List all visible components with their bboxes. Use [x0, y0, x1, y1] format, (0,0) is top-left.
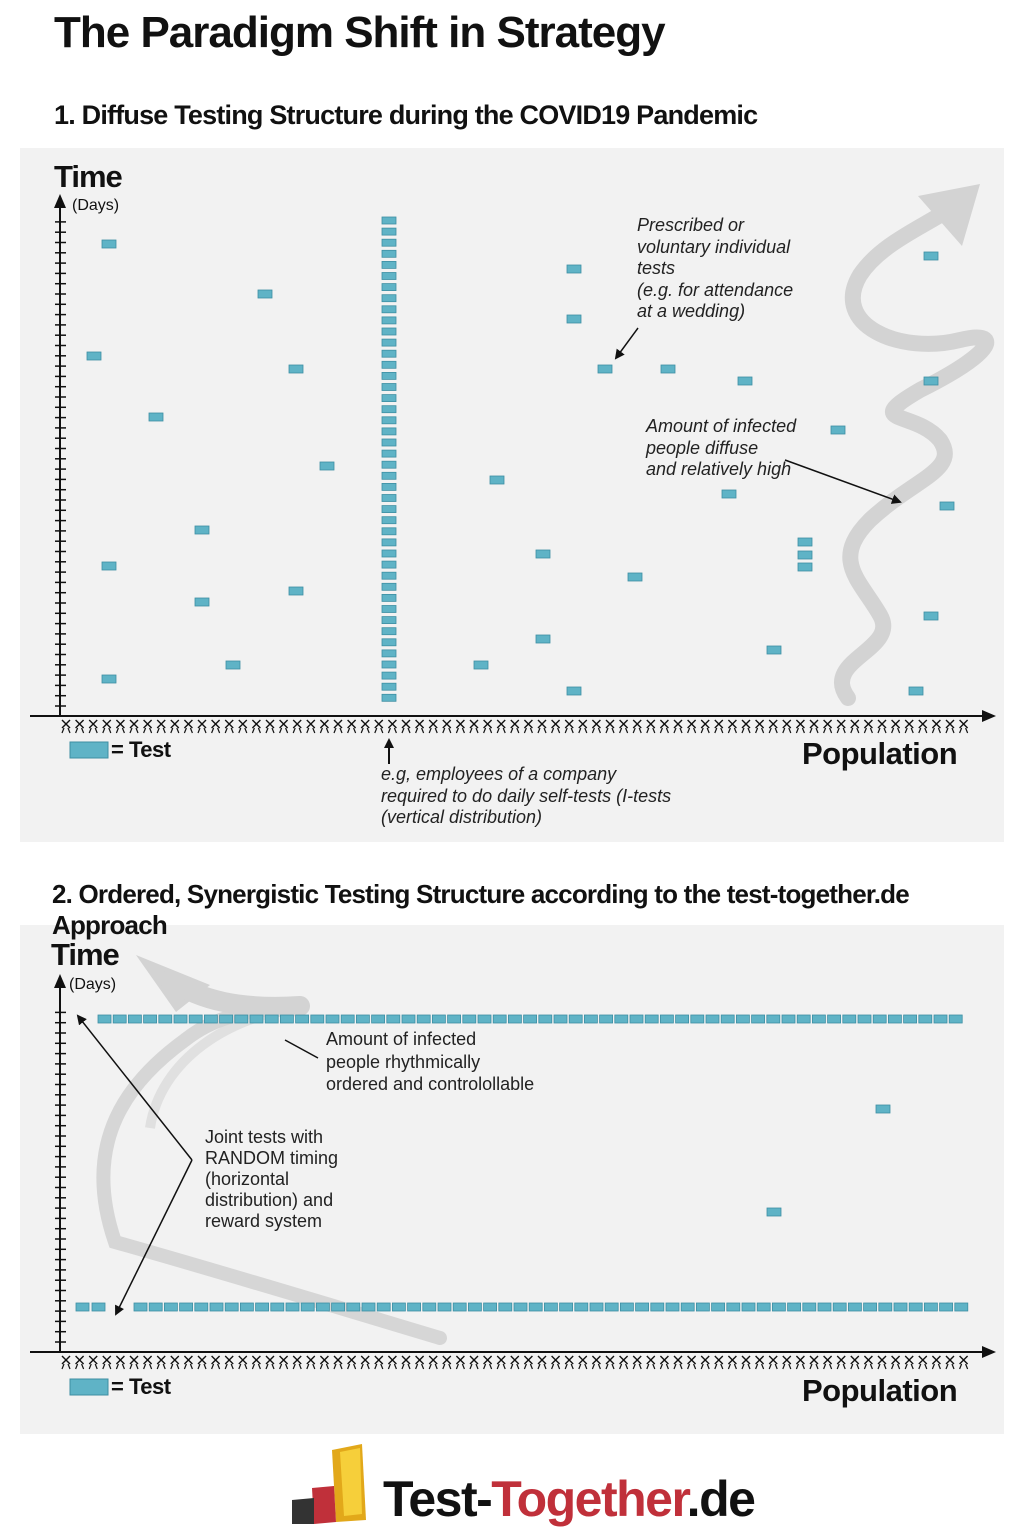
test-marker — [382, 639, 396, 646]
test-marker — [149, 1303, 162, 1311]
test-marker — [615, 1015, 628, 1023]
person-figure — [171, 720, 179, 733]
test-marker — [567, 687, 581, 695]
person-figure — [76, 720, 84, 733]
test-marker — [195, 598, 209, 606]
test-marker — [382, 539, 396, 546]
test-marker — [382, 417, 396, 424]
test-marker — [289, 365, 303, 373]
test-marker — [382, 372, 396, 379]
test-marker — [833, 1303, 846, 1311]
test-marker — [803, 1303, 816, 1311]
test-marker — [408, 1303, 421, 1311]
person-figure — [280, 720, 288, 733]
person-figure — [932, 720, 940, 733]
test-marker — [529, 1303, 542, 1311]
test-marker — [382, 661, 396, 668]
test-marker — [296, 1015, 309, 1023]
test-marker — [382, 306, 396, 313]
test-marker — [240, 1303, 253, 1311]
test-marker — [722, 490, 736, 498]
test-marker — [691, 1015, 704, 1023]
test-marker — [767, 1015, 780, 1023]
person-figure — [266, 720, 274, 733]
test-marker — [382, 617, 396, 624]
person-figure — [960, 720, 968, 733]
person-figure — [715, 720, 723, 733]
test-marker — [382, 239, 396, 246]
test-marker — [567, 315, 581, 323]
test-marker — [301, 1303, 314, 1311]
test-marker — [514, 1303, 527, 1311]
test-marker — [888, 1015, 901, 1023]
test-marker — [676, 1015, 689, 1023]
person-figure — [592, 720, 600, 733]
test-marker — [499, 1303, 512, 1311]
test-marker — [742, 1303, 755, 1311]
test-marker — [382, 517, 396, 524]
test-marker — [382, 461, 396, 468]
employees-annotation: e.g, employees of a company required to do daily self-tests (I-tests (vertical distribution) — [381, 764, 672, 828]
test-marker — [332, 1303, 345, 1311]
person-figure — [416, 720, 424, 733]
person-figure — [198, 720, 206, 733]
test-marker — [382, 528, 396, 535]
test-marker — [382, 650, 396, 657]
person-figure — [239, 720, 247, 733]
test-marker — [92, 1303, 105, 1311]
test-marker — [924, 612, 938, 620]
test-marker — [544, 1303, 557, 1311]
test-marker — [873, 1015, 886, 1023]
test-marker — [955, 1303, 968, 1311]
test-marker — [204, 1015, 217, 1023]
section1-y-axis-label: Time — [54, 159, 122, 194]
section2-legend-label: = Test — [111, 1374, 171, 1399]
test-marker — [382, 583, 396, 590]
test-marker — [210, 1303, 223, 1311]
test-marker — [812, 1015, 825, 1023]
test-marker — [382, 495, 396, 502]
person-figure — [252, 720, 260, 733]
test-marker — [356, 1015, 369, 1023]
section1-y-axis — [54, 194, 66, 716]
test-marker — [195, 1303, 208, 1311]
test-marker — [560, 1303, 573, 1311]
test-marker — [87, 352, 101, 360]
test-marker — [660, 1015, 673, 1023]
person-figure — [429, 720, 437, 733]
test-marker — [924, 1303, 937, 1311]
test-marker — [320, 462, 334, 470]
section1-legend-label: = Test — [111, 737, 171, 762]
test-marker — [144, 1015, 157, 1023]
person-figure — [742, 720, 750, 733]
test-marker — [382, 295, 396, 302]
test-marker — [949, 1015, 962, 1023]
test-marker — [879, 1303, 892, 1311]
test-marker — [864, 1303, 877, 1311]
person-figure — [769, 720, 777, 733]
test-marker — [575, 1303, 588, 1311]
test-marker — [316, 1303, 329, 1311]
individual-tests-pointer — [616, 328, 638, 358]
test-marker — [721, 1015, 734, 1023]
person-figure — [388, 720, 396, 733]
test-marker — [402, 1015, 415, 1023]
individual-tests-annotation: Prescribed or voluntary individual tests (e.g. for attendance at a wedding) — [637, 215, 794, 322]
test-marker — [382, 339, 396, 346]
person-figure — [606, 720, 614, 733]
test-marker — [468, 1303, 481, 1311]
test-marker — [600, 1015, 613, 1023]
person-figure — [157, 720, 165, 733]
test-marker — [382, 472, 396, 479]
person-figure — [837, 720, 845, 733]
person-figure — [756, 720, 764, 733]
test-marker — [909, 1303, 922, 1311]
test-marker — [382, 550, 396, 557]
test-marker — [797, 1015, 810, 1023]
person-figure — [824, 720, 832, 733]
section2-single-test — [767, 1208, 781, 1216]
test-marker — [567, 265, 581, 273]
test-marker — [490, 476, 504, 484]
infected-diffuse-annotation: Amount of infected people diffuse and relatively high — [646, 416, 797, 480]
person-figure — [565, 720, 573, 733]
test-marker — [382, 572, 396, 579]
section2-single-test — [876, 1105, 890, 1113]
person-figure — [130, 720, 138, 733]
person-figure — [810, 720, 818, 733]
test-marker — [848, 1303, 861, 1311]
test-marker — [696, 1303, 709, 1311]
test-marker — [382, 406, 396, 413]
test-marker — [164, 1303, 177, 1311]
person-figure — [443, 720, 451, 733]
test-marker — [174, 1015, 187, 1023]
test-marker — [392, 1303, 405, 1311]
test-marker — [382, 506, 396, 513]
test-marker — [620, 1303, 633, 1311]
test-marker — [149, 413, 163, 421]
test-marker — [226, 661, 240, 669]
test-marker — [508, 1015, 521, 1023]
person-figure — [320, 720, 328, 733]
person-figure — [212, 720, 220, 733]
test-marker — [463, 1015, 476, 1023]
test-marker — [493, 1015, 506, 1023]
test-marker — [474, 661, 488, 669]
section1-daily-test-column — [382, 217, 396, 701]
person-figure — [225, 720, 233, 733]
test-marker — [382, 328, 396, 335]
test-marker — [382, 439, 396, 446]
test-together-logo-text — [383, 1470, 754, 1528]
test-marker — [798, 563, 812, 571]
test-marker — [220, 1015, 233, 1023]
person-figure — [456, 720, 464, 733]
test-marker — [382, 217, 396, 224]
test-marker — [727, 1303, 740, 1311]
test-marker — [258, 290, 272, 298]
test-marker — [706, 1015, 719, 1023]
person-figure — [620, 720, 628, 733]
test-marker — [605, 1303, 618, 1311]
person-figure — [919, 720, 927, 733]
person-figure — [851, 720, 859, 733]
test-marker — [432, 1015, 445, 1023]
test-marker — [772, 1303, 785, 1311]
test-marker — [636, 1303, 649, 1311]
test-marker — [448, 1015, 461, 1023]
test-marker — [798, 538, 812, 546]
test-marker — [767, 646, 781, 654]
person-figure — [878, 720, 886, 733]
test-marker — [738, 377, 752, 385]
section2-y-axis-unit: (Days) — [69, 976, 117, 993]
test-marker — [382, 594, 396, 601]
test-marker — [630, 1015, 643, 1023]
test-marker — [189, 1015, 202, 1023]
test-marker — [271, 1303, 284, 1311]
infected-pointer — [785, 460, 900, 502]
test-marker — [159, 1015, 172, 1023]
test-marker — [225, 1303, 238, 1311]
test-marker — [280, 1015, 293, 1023]
person-figure — [293, 720, 301, 733]
person-figure — [579, 720, 587, 733]
test-marker — [382, 628, 396, 635]
test-marker — [798, 551, 812, 559]
test-together-logo-icon — [292, 1444, 366, 1524]
page-title: The Paradigm Shift in Strategy — [54, 8, 665, 57]
test-marker — [250, 1015, 263, 1023]
section1-infection-band-arrow — [842, 184, 986, 698]
test-marker — [382, 350, 396, 357]
person-figure — [334, 720, 342, 733]
person-figure — [796, 720, 804, 733]
test-marker — [417, 1015, 430, 1023]
person-figure — [484, 720, 492, 733]
section1-heading: 1. Diffuse Testing Structure during the COVID19 Pandemic — [54, 100, 758, 130]
test-marker — [289, 587, 303, 595]
test-marker — [536, 550, 550, 558]
person-figure — [307, 720, 315, 733]
infected-ordered-annotation: Amount of infected people rhythmically ordered and controlollable — [326, 1029, 535, 1094]
test-marker — [377, 1303, 390, 1311]
person-figure — [511, 720, 519, 733]
person-figure — [892, 720, 900, 733]
person-figure — [674, 720, 682, 733]
test-marker — [76, 1303, 89, 1311]
test-marker — [265, 1015, 278, 1023]
section1-scattered-tests — [87, 240, 954, 695]
test-marker — [382, 250, 396, 257]
person-figure — [89, 720, 97, 733]
person-figure — [783, 720, 791, 733]
test-marker — [712, 1303, 725, 1311]
person-figure — [633, 720, 641, 733]
person-figure — [103, 720, 111, 733]
test-marker — [128, 1015, 141, 1023]
test-marker — [628, 573, 642, 581]
test-marker — [940, 1303, 953, 1311]
test-marker — [828, 1015, 841, 1023]
test-marker — [598, 365, 612, 373]
test-marker — [311, 1015, 324, 1023]
person-figure — [184, 720, 192, 733]
test-marker — [286, 1303, 299, 1311]
person-figure — [688, 720, 696, 733]
test-marker — [539, 1015, 552, 1023]
person-figure — [497, 720, 505, 733]
logo-text-tld: .de — [686, 1471, 755, 1527]
test-marker — [924, 252, 938, 260]
person-figure — [660, 720, 668, 733]
test-marker — [666, 1303, 679, 1311]
test-marker — [180, 1303, 193, 1311]
test-marker — [382, 228, 396, 235]
joint-tests-annotation: Joint tests with RANDOM timing (horizontal distribution) and reward system — [205, 1127, 339, 1232]
person-figure — [375, 720, 383, 733]
person-figure — [701, 720, 709, 733]
test-marker — [661, 365, 675, 373]
test-marker — [326, 1015, 339, 1023]
test-marker — [858, 1015, 871, 1023]
test-marker — [651, 1303, 664, 1311]
test-marker — [382, 284, 396, 291]
section2-y-axis-label: Time — [51, 937, 119, 972]
test-marker — [382, 683, 396, 690]
test-marker — [554, 1015, 567, 1023]
test-marker — [382, 395, 396, 402]
section2-joint-test-row-upper — [98, 1015, 962, 1023]
test-marker — [924, 377, 938, 385]
test-marker — [736, 1015, 749, 1023]
test-marker — [382, 384, 396, 391]
test-marker — [478, 1015, 491, 1023]
person-figure — [864, 720, 872, 733]
person-figure — [348, 720, 356, 733]
test-marker — [919, 1015, 932, 1023]
test-marker — [782, 1015, 795, 1023]
test-marker — [757, 1303, 770, 1311]
test-marker — [382, 672, 396, 679]
test-marker — [134, 1303, 147, 1311]
test-marker — [382, 261, 396, 268]
test-marker — [843, 1015, 856, 1023]
test-marker — [102, 562, 116, 570]
person-figure — [728, 720, 736, 733]
test-marker — [524, 1015, 537, 1023]
test-marker — [382, 561, 396, 568]
test-marker — [347, 1303, 360, 1311]
test-marker — [681, 1303, 694, 1311]
test-marker — [382, 483, 396, 490]
test-marker — [382, 361, 396, 368]
section2-x-axis-label: Population — [802, 1373, 958, 1408]
person-figure — [647, 720, 655, 733]
logo-text-test: Test- — [383, 1471, 492, 1527]
person-figure — [402, 720, 410, 733]
person-figure — [116, 720, 124, 733]
test-marker — [584, 1015, 597, 1023]
person-figure — [62, 720, 70, 733]
test-marker — [569, 1015, 582, 1023]
section1-legend-swatch — [70, 742, 108, 758]
test-marker — [195, 526, 209, 534]
test-marker — [382, 450, 396, 457]
person-figure — [524, 720, 532, 733]
test-marker — [831, 426, 845, 434]
test-marker — [382, 428, 396, 435]
test-marker — [934, 1015, 947, 1023]
test-marker — [788, 1303, 801, 1311]
test-marker — [98, 1015, 111, 1023]
person-figure — [946, 720, 954, 733]
section1-population-figures — [62, 720, 968, 733]
test-marker — [382, 606, 396, 613]
section2-legend-swatch — [70, 1379, 108, 1395]
test-marker — [423, 1303, 436, 1311]
test-marker — [362, 1303, 375, 1311]
test-marker — [438, 1303, 451, 1311]
test-marker — [590, 1303, 603, 1311]
test-marker — [102, 675, 116, 683]
test-marker — [536, 635, 550, 643]
test-marker — [752, 1015, 765, 1023]
person-figure — [144, 720, 152, 733]
test-marker — [113, 1015, 126, 1023]
test-marker — [909, 687, 923, 695]
section2-joint-test-row-lower — [76, 1303, 968, 1311]
person-figure — [361, 720, 369, 733]
test-marker — [484, 1303, 497, 1311]
test-marker — [372, 1015, 385, 1023]
person-figure — [470, 720, 478, 733]
person-figure — [552, 720, 560, 733]
test-marker — [102, 240, 116, 248]
test-marker — [904, 1015, 917, 1023]
test-marker — [894, 1303, 907, 1311]
section1-y-axis-unit: (Days) — [72, 197, 120, 214]
test-marker — [818, 1303, 831, 1311]
section2-heading: 2. Ordered, Synergistic Testing Structure according to the test-together.de Approach — [52, 879, 909, 940]
test-marker — [382, 317, 396, 324]
test-marker — [341, 1015, 354, 1023]
person-figure — [905, 720, 913, 733]
person-figure — [538, 720, 546, 733]
test-marker — [382, 694, 396, 701]
test-marker — [235, 1015, 248, 1023]
logo-text-together: Together — [491, 1471, 687, 1527]
test-marker — [645, 1015, 658, 1023]
test-marker — [940, 502, 954, 510]
test-marker — [453, 1303, 466, 1311]
test-marker — [256, 1303, 269, 1311]
test-marker — [387, 1015, 400, 1023]
section1-x-axis-label: Population — [802, 736, 958, 771]
test-marker — [382, 273, 396, 280]
